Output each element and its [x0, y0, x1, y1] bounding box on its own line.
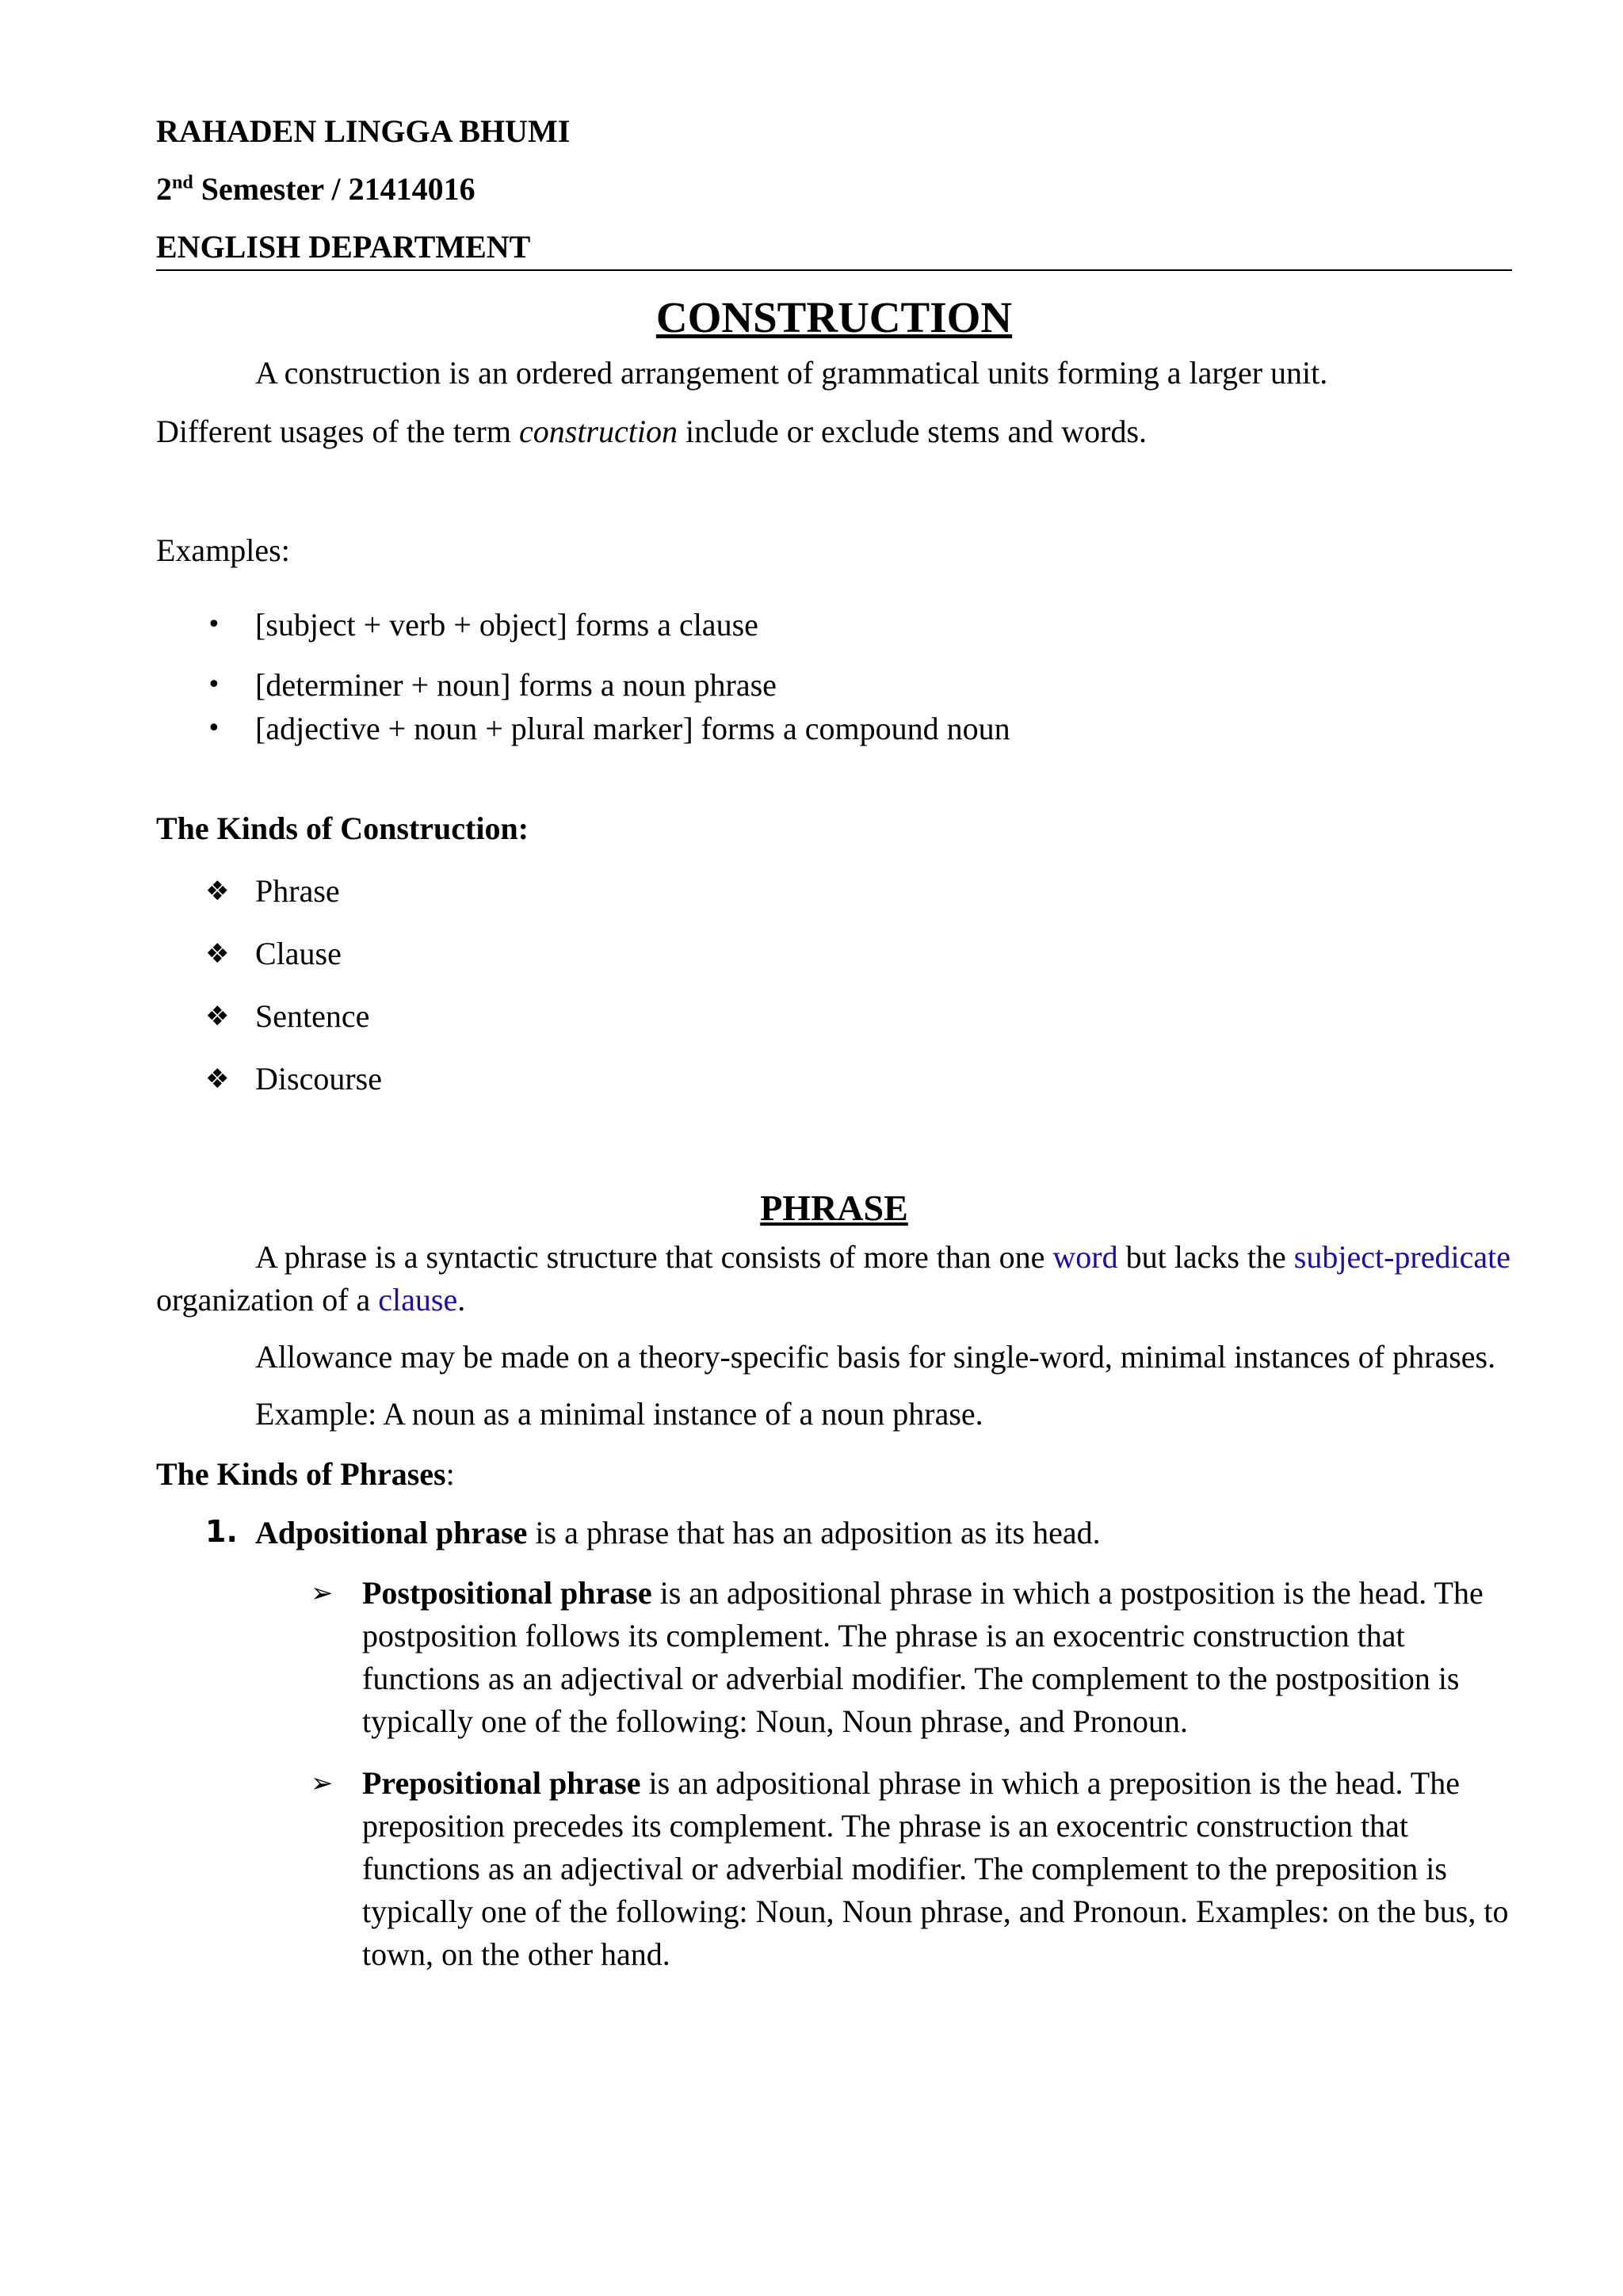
author-name: RAHADEN LINGGA BHUMI	[156, 113, 571, 149]
definition-text: .	[457, 1282, 466, 1318]
example-text: [adjective + noun + plural marker] forms a compound noun	[255, 711, 1010, 746]
list-item	[156, 1058, 1512, 1100]
kind-text: Clause	[255, 936, 342, 971]
usage-text-start: Different usages of the term	[156, 414, 519, 449]
spacer	[156, 453, 1512, 529]
phrase-allowance: Allowance may be made on a theory-specific basis for single-word, minimal instances of phrases.	[255, 1339, 1496, 1375]
semester-id: Semester / 21414016	[193, 171, 475, 207]
construction-definition: A construction is an ordered arrangement of grammatical units forming a larger unit.	[255, 355, 1328, 391]
document-header	[156, 113, 1512, 266]
subtype-description: is an adpositional phrase in which a postposition is the head. The postposition follows its complement. The phrase is an exocentric construction that functions as an adjectival or adverbial modifier. The complement to the postposition is typically one of the following: Noun, Noun phrase, and Pronoun.	[362, 1575, 1484, 1740]
definition-text: organization of a	[156, 1282, 379, 1318]
diamond-bullet-icon: ❖	[205, 1001, 230, 1032]
kinds-of-phrases-colon: :	[445, 1456, 455, 1493]
item-description: is a phrase that has an adposition as its head.	[527, 1515, 1101, 1551]
list-item	[156, 604, 1512, 646]
construction-title: CONSTRUCTION	[655, 293, 1013, 341]
adpositional-subtypes-list	[255, 1572, 1512, 1976]
phrase-example: Example: A noun as a minimal instance of a noun phrase.	[255, 1396, 983, 1432]
definition-text: but lacks the	[1117, 1239, 1294, 1276]
bullet-icon: •	[207, 715, 221, 742]
word-link[interactable]: word	[1052, 1239, 1118, 1276]
example-text: [subject + verb + object] forms a clause	[255, 607, 758, 643]
list-item	[156, 664, 1512, 707]
subtype-term: Postpositional phrase	[362, 1575, 652, 1611]
examples-list	[156, 604, 1512, 750]
example-text: [determiner + noun] forms a noun phrase	[255, 667, 777, 703]
list-item	[255, 1762, 1512, 1976]
construction-usage	[156, 410, 1512, 453]
item-text	[255, 1515, 1101, 1550]
kind-text: Sentence	[255, 998, 370, 1034]
list-item	[156, 707, 1512, 750]
diamond-bullet-icon: ❖	[205, 875, 230, 907]
list-item	[156, 870, 1512, 913]
phrase-definition	[156, 1236, 1512, 1322]
semester-number: 2	[156, 171, 172, 207]
definition-text: A phrase is a syntactic structure that consists of more than one	[255, 1239, 1053, 1276]
arrow-bullet-icon: ➢	[311, 1577, 334, 1610]
item-term: Adpositional phrase	[255, 1515, 528, 1551]
semester-line	[156, 170, 1512, 208]
clause-link[interactable]: clause	[378, 1282, 458, 1318]
subtype-description: is an adpositional phrase in which a preposition is the head. The preposition precedes its complement. The phrase is an exocentric construction that functions as an adjectival or adverbial modifier. The complement to the preposition is typically one of the following: Noun, Noun phrase, and Pronoun. Examples: on the bus, to town, on the other hand.	[362, 1765, 1509, 1973]
phrase-title: PHRASE	[760, 1188, 908, 1228]
header-rule	[156, 269, 1512, 271]
arrow-bullet-icon: ➢	[311, 1768, 334, 1800]
kinds-of-construction-list	[156, 870, 1512, 1100]
kind-text: Discourse	[255, 1061, 382, 1097]
usage-text-end: include or exclude stems and words.	[677, 414, 1148, 449]
kinds-of-phrases-title	[156, 1453, 1512, 1496]
list-item	[156, 995, 1512, 1038]
examples-label: Examples:	[156, 532, 290, 568]
subtype-term: Prepositional phrase	[362, 1765, 641, 1802]
bullet-icon: •	[207, 671, 221, 699]
kinds-of-phrases-list	[156, 1512, 1512, 1976]
list-number: 1.	[205, 1514, 238, 1550]
semester-ordinal: nd	[172, 172, 193, 193]
list-item	[255, 1572, 1512, 1743]
bullet-icon: •	[207, 611, 221, 639]
kind-text: Phrase	[255, 873, 340, 909]
usage-term: construction	[519, 414, 678, 449]
department: ENGLISH DEPARTMENT	[156, 229, 531, 265]
diamond-bullet-icon: ❖	[205, 1063, 230, 1095]
diamond-bullet-icon: ❖	[205, 938, 230, 970]
kinds-of-phrases-label: The Kinds of Phrases	[156, 1456, 446, 1493]
subject-predicate-link[interactable]: subject-predicate	[1293, 1239, 1510, 1276]
list-item	[156, 933, 1512, 975]
kinds-of-construction-title: The Kinds of Construction:	[156, 810, 529, 846]
list-item	[156, 1512, 1512, 1976]
